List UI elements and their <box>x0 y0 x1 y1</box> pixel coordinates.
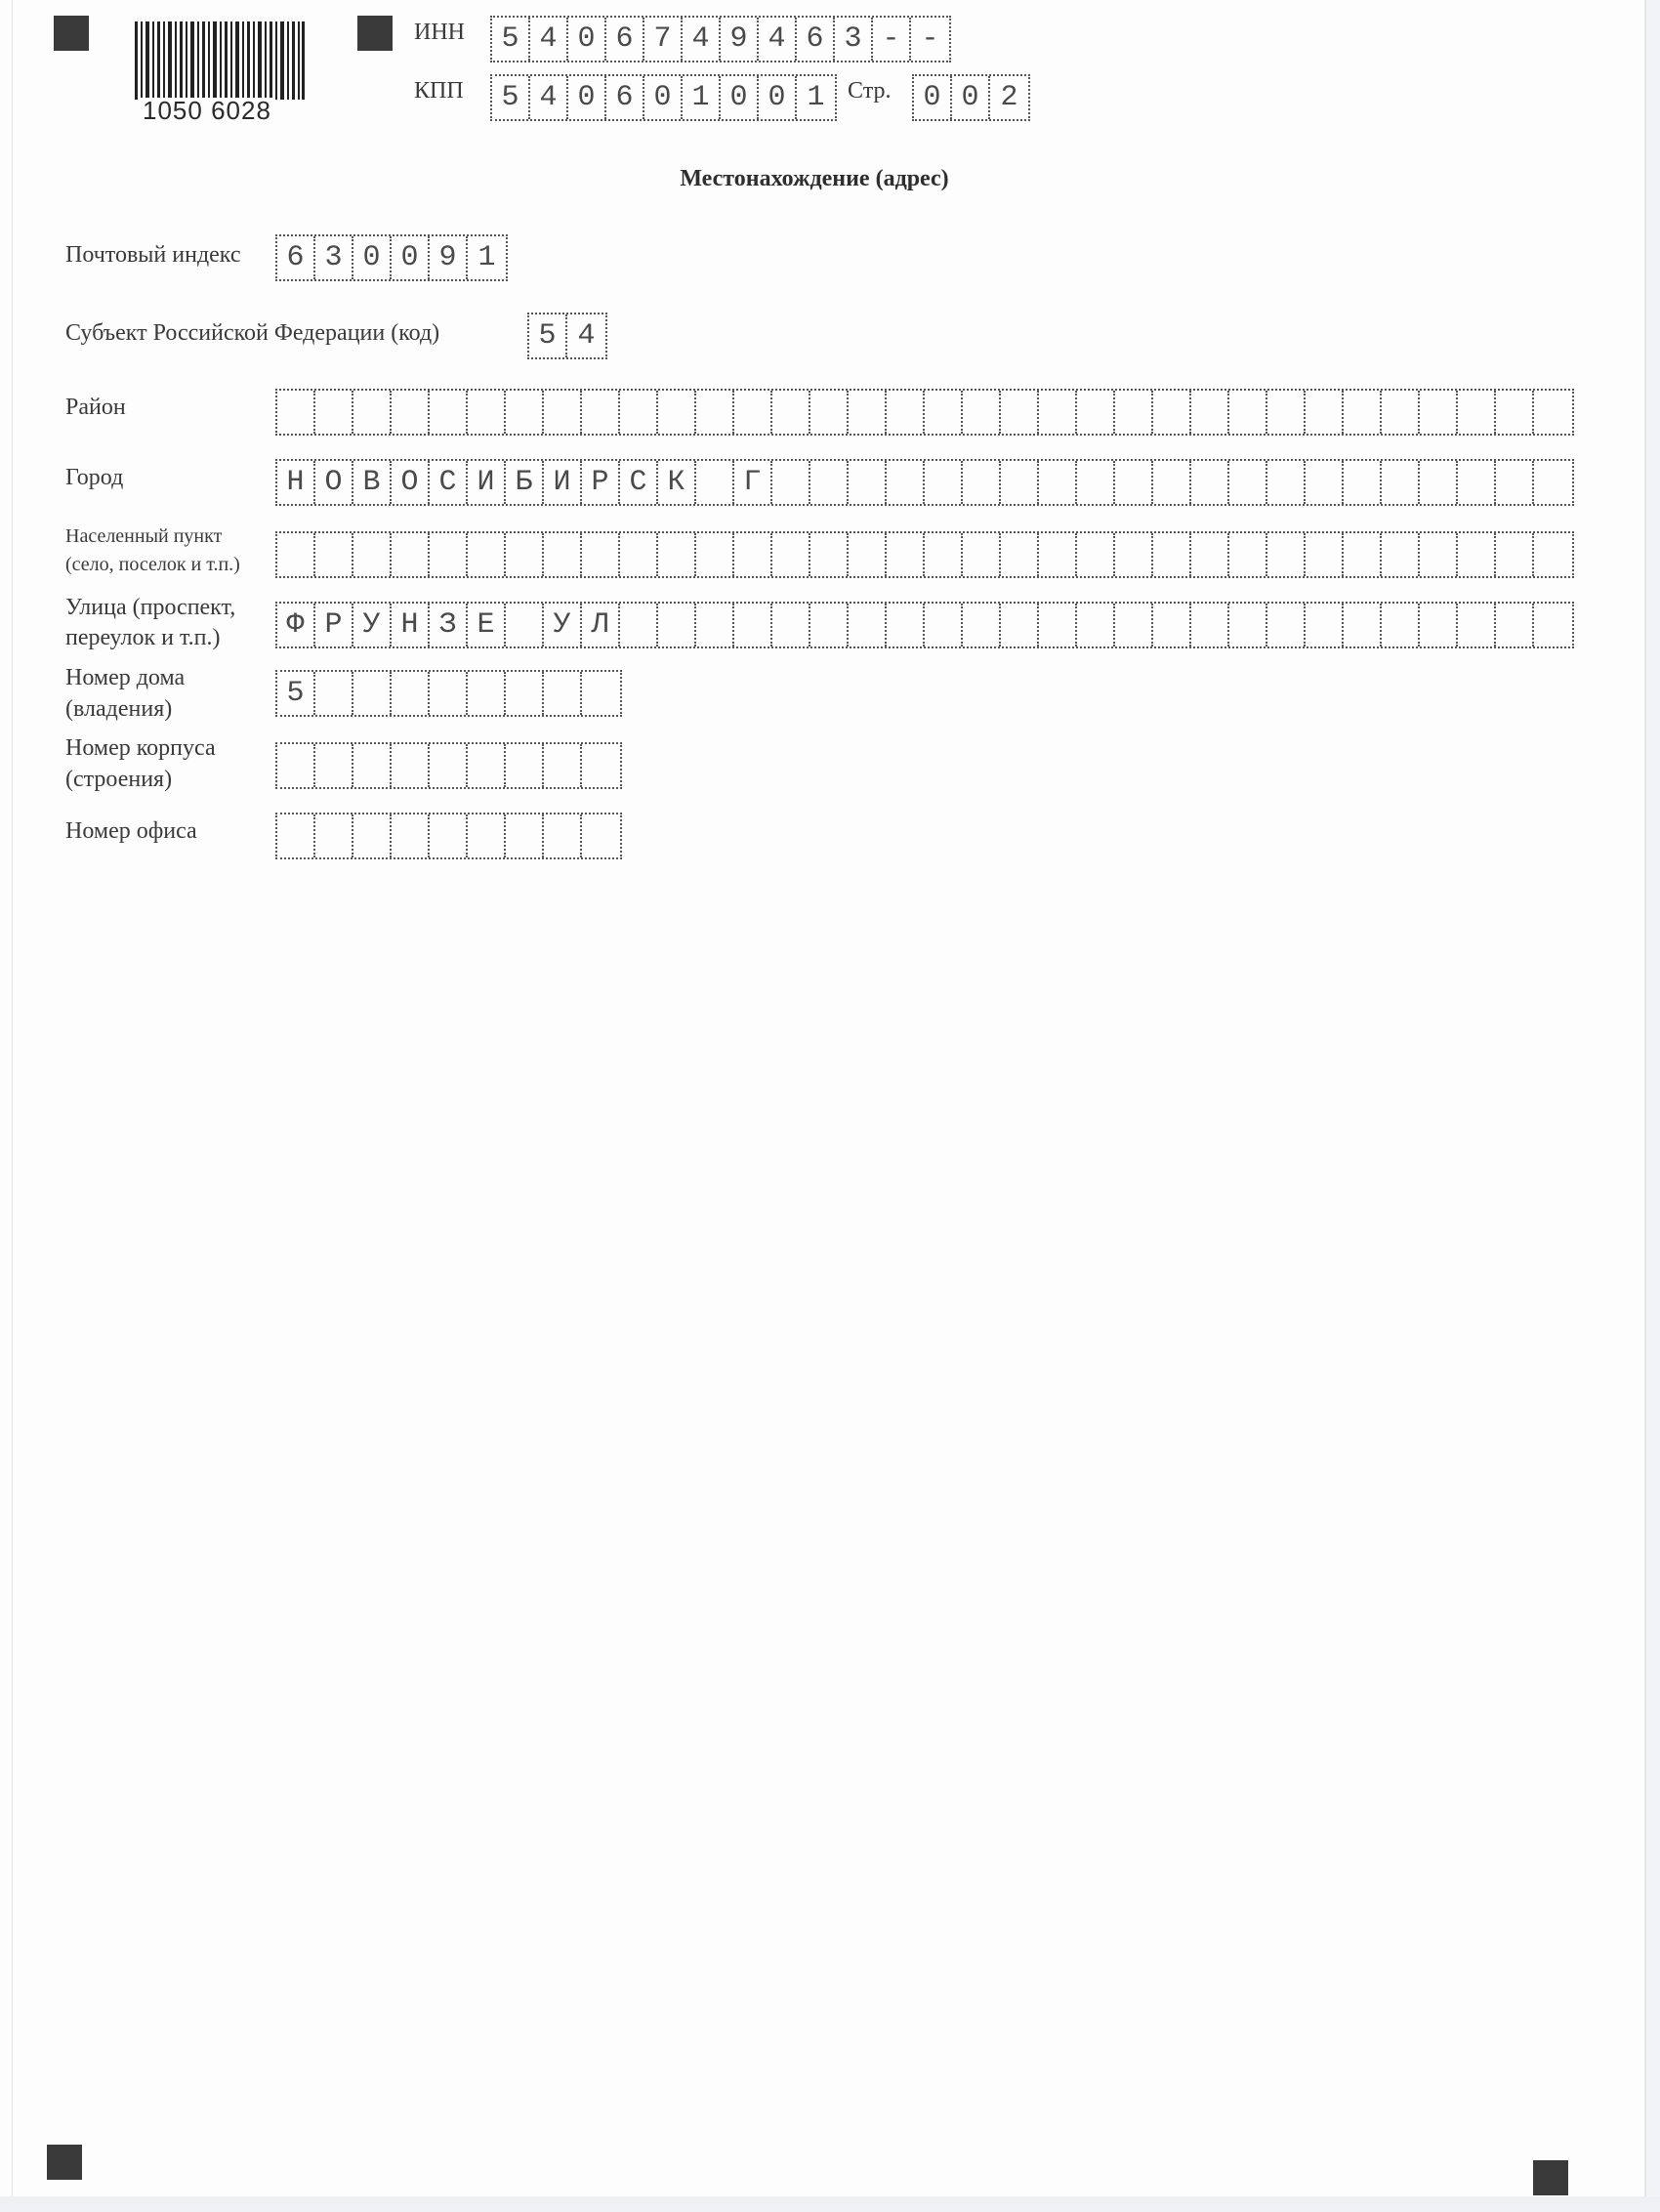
char-cell: С <box>430 461 468 504</box>
house-number-field[interactable] <box>275 670 622 717</box>
char-cell <box>1153 461 1191 504</box>
char-cell <box>353 672 392 715</box>
office-number-field[interactable] <box>275 813 622 859</box>
char-cell <box>963 533 1001 576</box>
char-cell: 4 <box>577 319 596 353</box>
char-cell <box>849 461 887 504</box>
char-cell: Н <box>392 604 430 647</box>
char-cell: Ф <box>277 604 315 647</box>
char-cell: - <box>921 22 939 56</box>
page-label: Стр. <box>848 78 892 104</box>
char-cell: К <box>658 461 696 504</box>
char-cell <box>1001 461 1039 504</box>
char-cell <box>468 391 506 434</box>
char-cell <box>392 814 430 857</box>
char-cell: 5 <box>529 314 567 357</box>
char-cell <box>277 814 315 857</box>
char-cell <box>1191 604 1229 647</box>
char-cell: 0 <box>759 76 797 119</box>
char-cell <box>582 744 620 787</box>
char-cell: 9 <box>430 236 468 279</box>
char-cell <box>544 391 582 434</box>
char-cell: И <box>544 461 582 504</box>
char-cell <box>772 391 810 434</box>
char-cell <box>1306 604 1344 647</box>
page-bottom-edge <box>0 2196 1660 2212</box>
char-cell <box>1344 533 1382 576</box>
char-cell <box>582 814 620 857</box>
char-cell <box>1306 391 1344 434</box>
char-cell: 6 <box>606 76 644 119</box>
building-label-line1: Номер корпуса <box>65 735 216 761</box>
char-cell <box>353 814 392 857</box>
char-cell: 1 <box>477 241 496 274</box>
char-cell: 0 <box>914 76 952 119</box>
char-cell <box>1191 461 1229 504</box>
char-cell <box>925 391 963 434</box>
building-label-line2: (строения) <box>65 767 173 792</box>
char-cell <box>1382 604 1420 647</box>
char-cell: 0 <box>952 76 990 119</box>
district-label: Район <box>65 395 126 420</box>
char-cell: В <box>353 461 392 504</box>
char-cell <box>1420 391 1458 434</box>
char-cell <box>810 461 849 504</box>
char-cell <box>810 391 849 434</box>
kpp-field[interactable] <box>490 74 837 121</box>
char-cell <box>849 604 887 647</box>
char-cell <box>582 533 620 576</box>
char-cell <box>392 391 430 434</box>
char-cell <box>392 672 430 715</box>
char-cell <box>887 604 925 647</box>
char-cell <box>620 533 658 576</box>
char-cell <box>772 461 810 504</box>
char-cell <box>658 391 696 434</box>
char-cell <box>1267 533 1306 576</box>
char-cell: 0 <box>568 18 606 61</box>
char-cell: Р <box>315 604 353 647</box>
char-cell <box>658 533 696 576</box>
char-cell <box>887 461 925 504</box>
char-cell: О <box>392 461 430 504</box>
char-cell <box>468 533 506 576</box>
char-cell <box>1077 391 1115 434</box>
corner-marker-top-center <box>357 16 393 51</box>
char-cell <box>734 391 772 434</box>
street-label-line1: Улица (проспект, <box>65 595 236 620</box>
city-field[interactable] <box>275 459 1574 506</box>
char-cell <box>430 744 468 787</box>
char-cell: Л <box>582 604 620 647</box>
char-cell <box>277 533 315 576</box>
char-cell <box>506 672 544 715</box>
char-cell: 4 <box>683 18 721 61</box>
char-cell <box>1267 391 1306 434</box>
char-cell <box>1344 461 1382 504</box>
char-cell <box>1077 604 1115 647</box>
char-cell <box>810 533 849 576</box>
page-number-field[interactable] <box>912 74 1030 121</box>
corner-marker-bottom-right <box>1533 2160 1568 2195</box>
char-cell: 2 <box>1000 81 1018 114</box>
char-cell: 6 <box>277 236 315 279</box>
char-cell <box>1039 533 1077 576</box>
char-cell <box>430 814 468 857</box>
settlement-label-line1: Населенный пункт <box>65 525 223 547</box>
char-cell: 5 <box>492 18 530 61</box>
char-cell <box>887 391 925 434</box>
char-cell <box>430 533 468 576</box>
char-cell <box>1534 391 1572 434</box>
char-cell <box>887 533 925 576</box>
char-cell <box>849 391 887 434</box>
house-label-line2: (владения) <box>65 696 173 722</box>
char-cell <box>734 533 772 576</box>
char-cell <box>1496 533 1534 576</box>
char-cell <box>468 744 506 787</box>
subject-label: Субъект Российской Федерации (код) <box>65 320 440 346</box>
char-cell <box>620 391 658 434</box>
char-cell <box>1191 533 1229 576</box>
postal-index-field[interactable] <box>275 234 508 281</box>
char-cell <box>696 533 734 576</box>
char-cell: Е <box>468 604 506 647</box>
char-cell <box>1153 533 1191 576</box>
char-cell: Г <box>734 461 772 504</box>
char-cell: О <box>315 461 353 504</box>
corner-marker-top-left <box>54 16 89 51</box>
char-cell <box>353 391 392 434</box>
char-cell <box>772 604 810 647</box>
char-cell <box>1306 461 1344 504</box>
char-cell: 6 <box>797 18 835 61</box>
postal-index-label: Почтовый индекс <box>65 242 241 268</box>
char-cell <box>1306 533 1344 576</box>
char-cell <box>772 533 810 576</box>
char-cell: У <box>353 604 392 647</box>
char-cell <box>1458 604 1496 647</box>
char-cell <box>1039 391 1077 434</box>
section-title: Местонахождение (адрес) <box>680 166 949 191</box>
char-cell <box>468 672 506 715</box>
char-cell <box>696 461 734 504</box>
char-cell <box>430 672 468 715</box>
char-cell <box>353 744 392 787</box>
city-label: Город <box>65 465 124 490</box>
char-cell: 0 <box>568 76 606 119</box>
char-cell <box>1267 461 1306 504</box>
char-cell <box>1115 391 1153 434</box>
char-cell <box>696 604 734 647</box>
char-cell: 0 <box>644 76 683 119</box>
char-cell <box>620 604 658 647</box>
char-cell: И <box>468 461 506 504</box>
char-cell: 1 <box>807 81 825 114</box>
char-cell <box>430 391 468 434</box>
char-cell <box>1229 604 1267 647</box>
char-cell <box>277 391 315 434</box>
char-cell <box>1496 391 1534 434</box>
char-cell <box>392 744 430 787</box>
char-cell <box>1382 461 1420 504</box>
page-right-edge <box>1644 0 1660 2212</box>
char-cell <box>1153 604 1191 647</box>
char-cell: 0 <box>353 236 392 279</box>
char-cell: 7 <box>644 18 683 61</box>
char-cell: С <box>620 461 658 504</box>
char-cell: - <box>873 18 911 61</box>
char-cell <box>1001 533 1039 576</box>
char-cell <box>315 672 353 715</box>
char-cell <box>353 533 392 576</box>
char-cell <box>1229 461 1267 504</box>
char-cell <box>1001 391 1039 434</box>
char-cell <box>963 391 1001 434</box>
char-cell <box>696 391 734 434</box>
street-field[interactable] <box>275 602 1574 648</box>
char-cell <box>1458 461 1496 504</box>
char-cell <box>544 533 582 576</box>
char-cell: У <box>544 604 582 647</box>
char-cell <box>315 814 353 857</box>
building-number-field[interactable] <box>275 742 622 789</box>
char-cell <box>315 744 353 787</box>
char-cell <box>1115 604 1153 647</box>
char-cell <box>277 744 315 787</box>
char-cell: 3 <box>315 236 353 279</box>
char-cell <box>1115 461 1153 504</box>
char-cell <box>315 391 353 434</box>
char-cell <box>1039 604 1077 647</box>
char-cell <box>1496 604 1534 647</box>
barcode-number: 1050 6028 <box>143 96 271 125</box>
district-field[interactable] <box>275 389 1574 436</box>
char-cell <box>468 814 506 857</box>
char-cell: 0 <box>721 76 759 119</box>
char-cell: 4 <box>530 18 568 61</box>
char-cell <box>1077 461 1115 504</box>
char-cell <box>1344 604 1382 647</box>
char-cell <box>506 814 544 857</box>
char-cell <box>392 533 430 576</box>
char-cell <box>506 533 544 576</box>
char-cell <box>1191 391 1229 434</box>
char-cell: 1 <box>683 76 721 119</box>
scan-edge-line <box>12 0 13 2212</box>
char-cell <box>658 604 696 647</box>
char-cell <box>544 814 582 857</box>
inn-field[interactable] <box>490 16 951 63</box>
char-cell <box>1496 461 1534 504</box>
char-cell <box>506 604 544 647</box>
char-cell <box>1229 391 1267 434</box>
char-cell <box>1001 604 1039 647</box>
char-cell <box>810 604 849 647</box>
char-cell: 9 <box>721 18 759 61</box>
char-cell: З <box>430 604 468 647</box>
char-cell <box>506 391 544 434</box>
char-cell <box>582 391 620 434</box>
char-cell <box>1420 533 1458 576</box>
inn-label: ИНН <box>414 20 465 45</box>
char-cell <box>963 604 1001 647</box>
char-cell <box>925 533 963 576</box>
char-cell <box>1458 391 1496 434</box>
char-cell <box>315 533 353 576</box>
char-cell <box>849 533 887 576</box>
char-cell: Н <box>277 461 315 504</box>
char-cell <box>1267 604 1306 647</box>
char-cell <box>1382 391 1420 434</box>
char-cell <box>1039 461 1077 504</box>
char-cell <box>1382 533 1420 576</box>
char-cell <box>1534 533 1572 576</box>
char-cell <box>925 604 963 647</box>
char-cell <box>1344 391 1382 434</box>
char-cell <box>1534 461 1572 504</box>
corner-marker-bottom-left <box>47 2145 82 2180</box>
char-cell: Б <box>506 461 544 504</box>
char-cell <box>1458 533 1496 576</box>
char-cell: 0 <box>392 236 430 279</box>
char-cell <box>1153 391 1191 434</box>
char-cell <box>734 604 772 647</box>
char-cell: 3 <box>835 18 873 61</box>
char-cell <box>582 672 620 715</box>
char-cell <box>925 461 963 504</box>
char-cell: 5 <box>277 672 315 715</box>
char-cell: 4 <box>530 76 568 119</box>
kpp-label: КПП <box>414 78 464 104</box>
char-cell <box>1420 604 1458 647</box>
house-label-line1: Номер дома <box>65 665 186 690</box>
char-cell: Р <box>582 461 620 504</box>
char-cell <box>1077 533 1115 576</box>
char-cell <box>1229 533 1267 576</box>
char-cell <box>1115 533 1153 576</box>
settlement-field[interactable] <box>275 531 1574 578</box>
char-cell <box>1420 461 1458 504</box>
subject-code-field[interactable] <box>527 313 607 359</box>
office-label: Номер офиса <box>65 818 197 844</box>
char-cell <box>506 744 544 787</box>
char-cell: 4 <box>759 18 797 61</box>
char-cell: 5 <box>492 76 530 119</box>
char-cell <box>544 672 582 715</box>
street-label-line2: переулок и т.п.) <box>65 625 221 650</box>
char-cell <box>544 744 582 787</box>
char-cell: 6 <box>606 18 644 61</box>
char-cell <box>1534 604 1572 647</box>
char-cell <box>963 461 1001 504</box>
settlement-label-line2: (село, поселок и т.п.) <box>65 554 240 575</box>
